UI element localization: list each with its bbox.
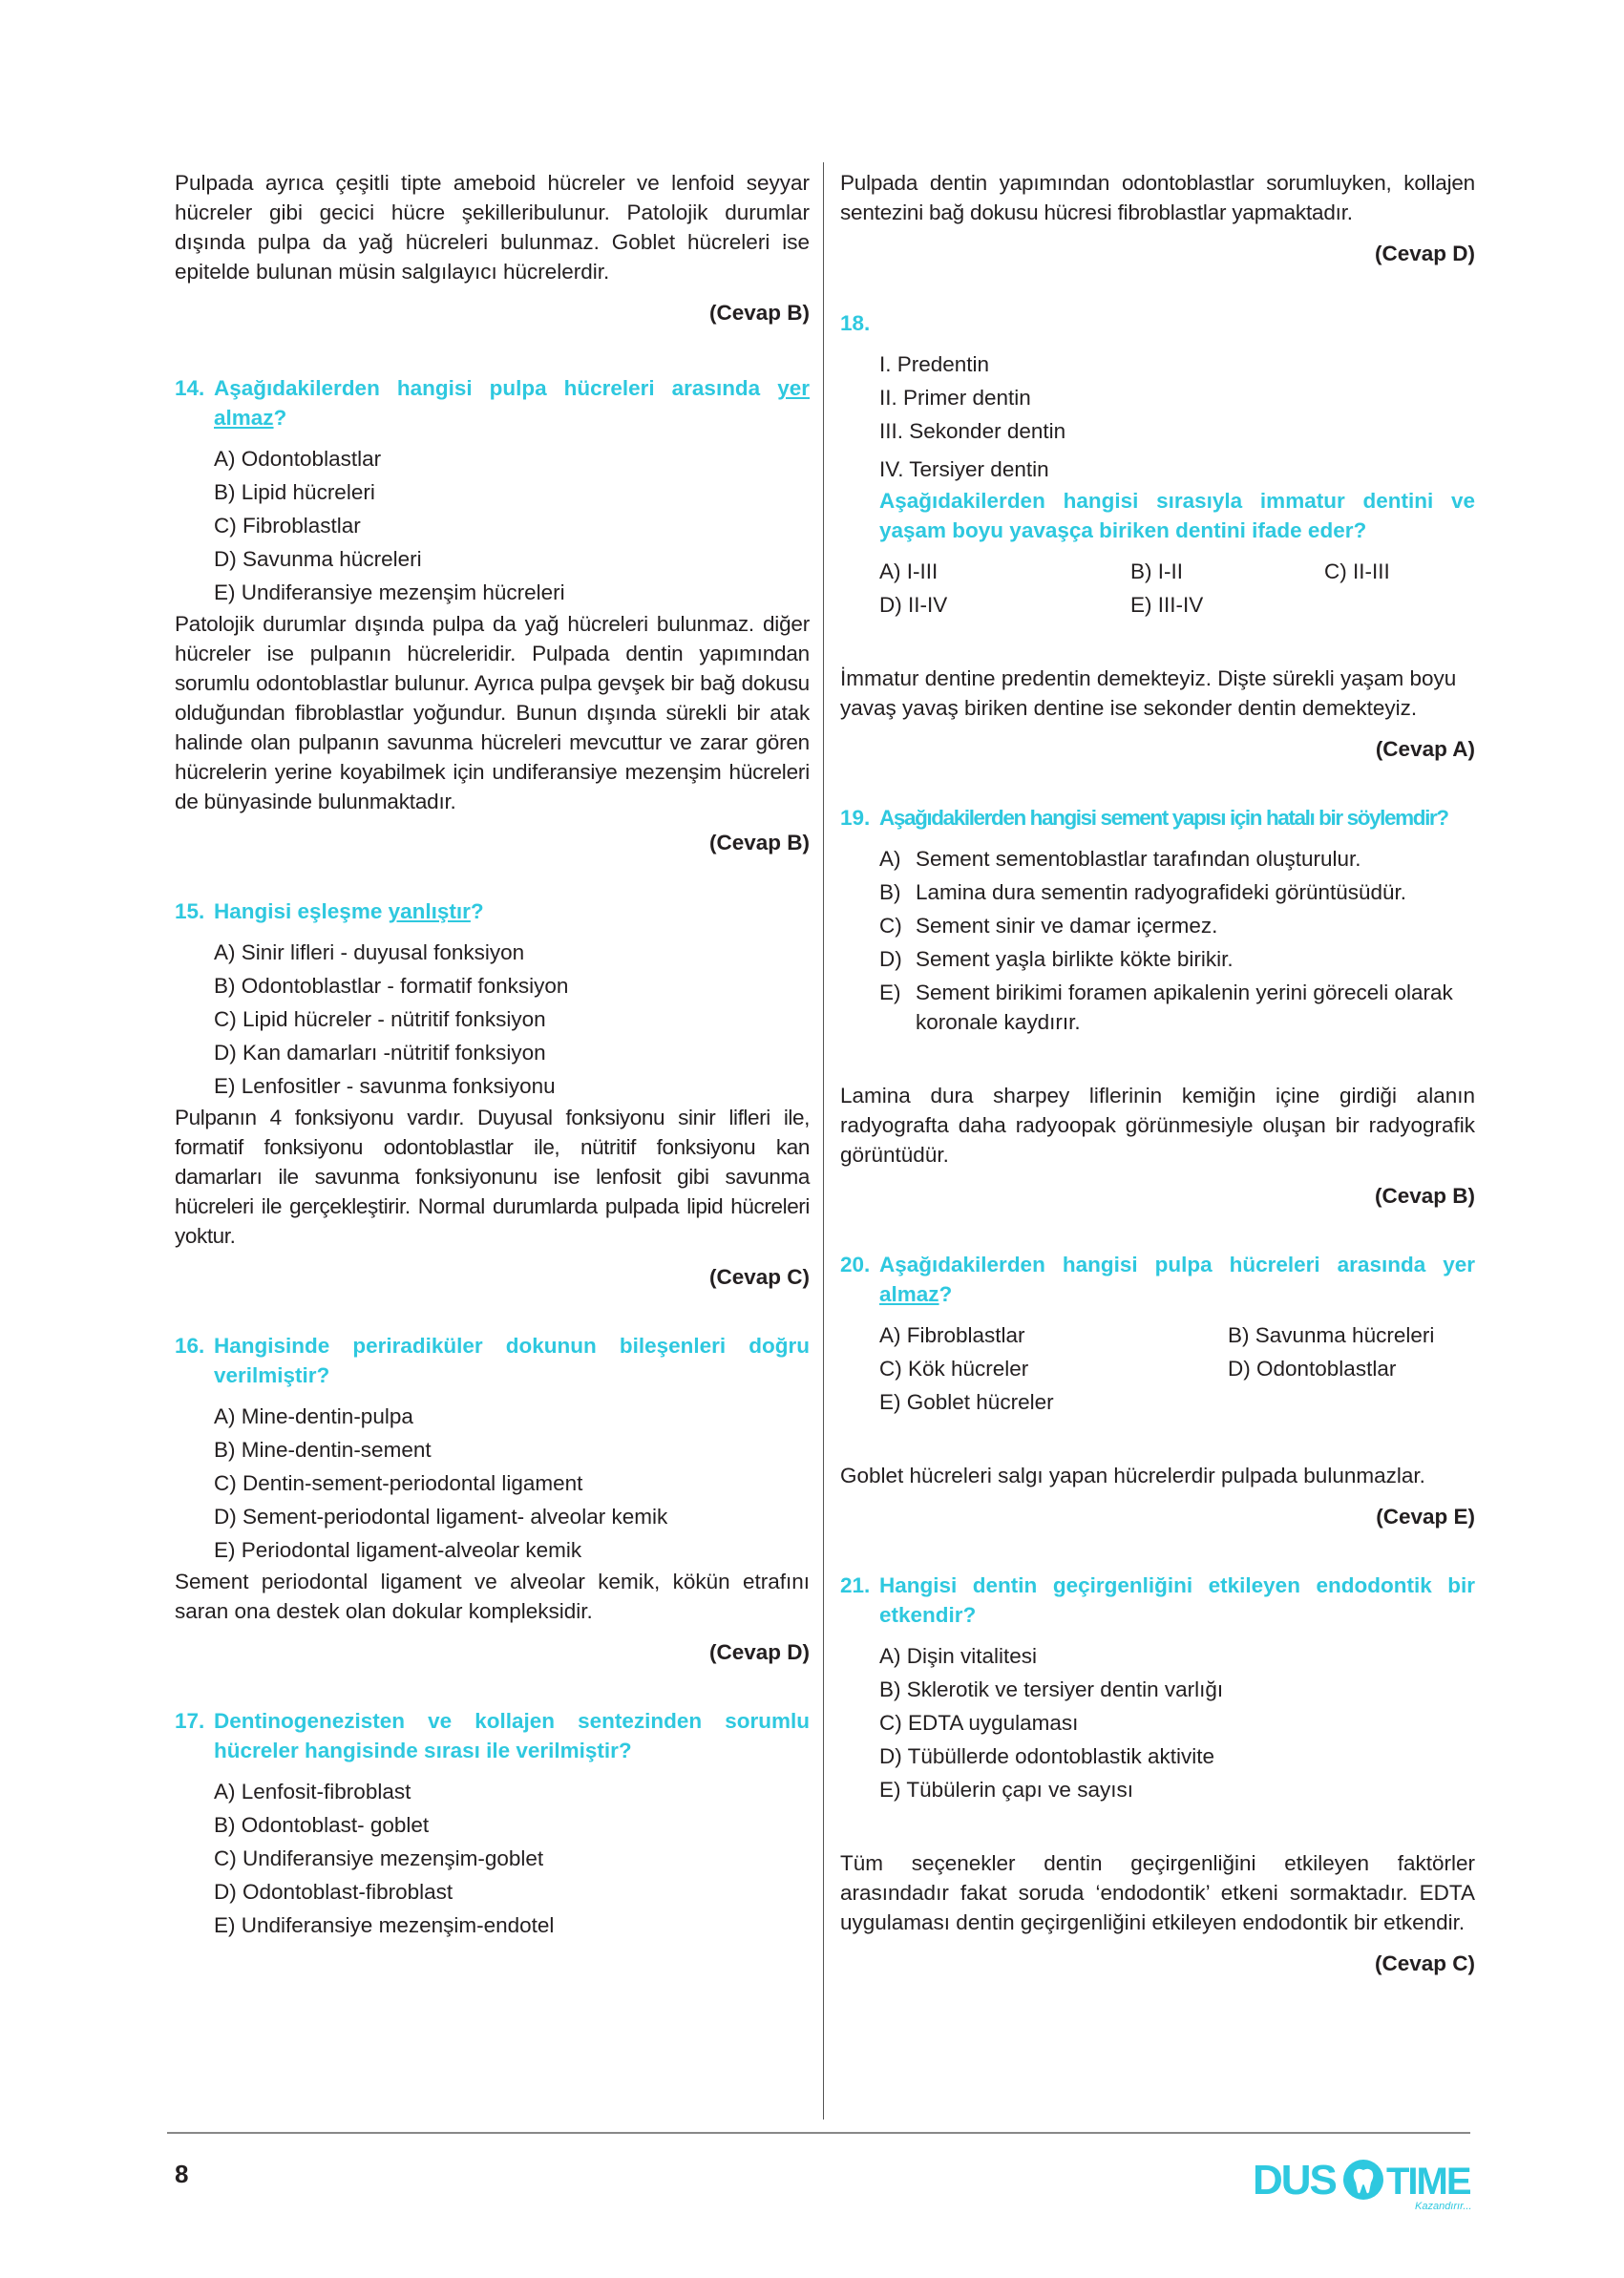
statement: II. Primer dentin [879,386,1031,410]
question-17 [175,1706,810,1765]
option: B) Odontoblastlar - formatif fonksiyon [214,974,569,998]
option: B) I-II [1130,559,1183,583]
option: E) Tübülerin çapı ve sayısı [879,1778,1133,1802]
question-16 [175,1331,810,1390]
statement: III. Sekonder dentin [879,419,1066,443]
option: D) Tübüllerde odontoblastik aktivite [879,1744,1215,1768]
explanation: Lamina dura sharpey liflerinin kemiğin içine girdiği alanın radyografta daha radyoopak görünmesiyle oluşan bir radyografik görüntüdür. [840,1084,1475,1167]
emphasis: almaz [879,1282,939,1306]
option: E) Lenfositler - savunma fonksiyonu [214,1074,556,1098]
answer-label: (Cevap C) [708,1265,810,1289]
option: A) Fibroblastlar [879,1323,1025,1347]
explanation: Patolojik durumlar dışında pulpa da yağ hücreleri bulunmaz. diğer hücreler ise pulpanın hücreleridir. Pulpada dentin yapımından sorumlu odontoblastlar bulunur. Ayrıca pulpa gevşek bir bağ dokusu olduğundan fibroblastlar yoğundur. Bunun dışında sürekli bir atak halinde olan pulpanın savunma hücreleri mevcuttur ve zarar gören hücrelerin yerine koyabilmek için undiferansiye mezenşim hücreleri de bünyasinde bulunmaktadır. [175,612,810,813]
logo-dus: DUS [1253,2157,1336,2204]
option: B) Odontoblast- goblet [214,1813,430,1837]
explanation: Tüm seçenekler dentin geçirgenliğini etkileyen faktörler arasındadır fakat soruda ‘endodontik’ etkeni sormaktadır. EDTA uygulaması dentin geçirgenliğini etkileyen endodontik bir etkendir. [840,1851,1475,1934]
answer-label: (Cevap C) [1374,1951,1475,1975]
option: E) Sement birikimi foramen apikalenin yerini göreceli olarak koronale kaydırır. [879,981,1453,1034]
question-text: Hangisinde periradiküler dokunun bileşenleri doğru verilmiştir? [214,1334,810,1387]
option: A) Lenfosit-fibroblast [214,1780,411,1803]
question-text: Aşağıdakilerden hangisi pulpa hücreleri arasında yer almaz? [214,376,810,430]
right-column [840,168,1475,1978]
option: A) Mine-dentin-pulpa [214,1404,413,1428]
options-list [214,1775,810,1942]
option: E) III-IV [1130,593,1204,617]
logo-time: TIME [1386,2161,1470,2203]
options-list [214,442,810,609]
options-grid [879,555,1475,622]
option: C) II-III [1324,559,1390,583]
question-text: Hangisi dentin geçirgenliğini etkileyen endodontik bir etkendir? [879,1573,1475,1627]
answer-label: (Cevap D) [708,1640,810,1664]
question-19 [840,803,1475,833]
question-18 [840,308,1475,338]
column-divider [823,162,824,2120]
question-15 [175,896,810,926]
option: E) Periodontal ligament-alveolar kemik [214,1538,582,1562]
option: D) Odontoblastlar [1228,1357,1397,1381]
explanation: İmmatur dentine predentin demekteyiz. Dişte sürekli yaşam boyu yavaş yavaş biriken dentine ise sekonder dentin demekteyiz. [840,666,1457,720]
options-list [879,1639,1475,1806]
question-number: 19. [840,806,871,830]
emphasis: yer almaz [214,376,810,430]
question-number: 18. [840,311,871,335]
option: B) Lamina dura sementin radyografideki görüntüsüdür. [879,880,1407,904]
option: C) EDTA uygulaması [879,1711,1079,1735]
answer-label: (Cevap B) [1374,1184,1475,1208]
explanation: Sement periodontal ligament ve alveolar kemik, kökün etrafını saran ona destek olan dokular kompleksidir. [175,1570,810,1623]
option: C) Undiferansiye mezenşim-goblet [214,1846,544,1870]
question-14 [175,373,810,432]
option: B) Savunma hücreleri [1228,1323,1435,1347]
option: D) Sement yaşla birlikte kökte birikir. [879,947,1234,971]
options-list [214,936,810,1103]
option: C) Fibroblastlar [214,514,361,538]
left-column [175,168,810,1942]
intro-text: Pulpada ayrıca çeşitli tipte ameboid hücreler ve lenfoid seyyar hücreler gibi gecici hücre şekilleribulunur. Patolojik durumlar dışında pulpa da yağ hücreleri bulunmaz. Goblet hücreleri ise epitelde bulunan müsin salgılayıcı hücrelerdir. [175,171,810,284]
question-number: 15. [175,899,205,923]
question-21 [840,1571,1475,1630]
option: E) Undiferansiye mezenşim hücreleri [214,580,565,604]
option: A) Sinir lifleri - duyusal fonksiyon [214,940,525,964]
option: E) Goblet hücreler [879,1390,1054,1414]
option: D) Sement-periodontal ligament- alveolar kemik [214,1505,668,1529]
explanation: Goblet hücreleri salgı yapan hücrelerdir pulpada bulunmazlar. [840,1464,1425,1487]
answer-label: (Cevap B) [708,301,810,325]
explanation: Pulpanın 4 fonksiyonu vardır. Duyusal fonksiyonu sinir lifleri ile, formatif fonksiyonu odontoblastlar ile, nütritif fonksiyonu kan damarları ile savunma fonksiyonunu ise lenfosit gibi savunma hücreleri ile gerçekleştirir. Normal durumlarda pulpada lipid hücreleri yoktur. [175,1106,810,1248]
option: D) II-IV [879,593,948,617]
dustime-logo [1251,2150,1480,2217]
option: D) Odontoblast-fibroblast [214,1880,453,1904]
question-number: 16. [175,1334,205,1358]
question-number: 20. [840,1253,871,1276]
option: B) Lipid hücreleri [214,480,375,504]
option: C) Lipid hücreler - nütritif fonksiyon [214,1007,546,1031]
statement: IV. Tersiyer dentin [879,457,1049,481]
answer-label: (Cevap D) [1374,242,1475,265]
option: A) Odontoblastlar [214,447,382,471]
intro-text: Pulpada dentin yapımından odontoblastlar sorumluyken, kollajen sentezini bağ dokusu hücresi fibroblastlar yapmaktadır. [840,171,1475,224]
answer-label: (Cevap E) [1376,1505,1475,1529]
footer-rule [167,2132,1470,2134]
option: D) Savunma hücreleri [214,547,422,571]
option: A) I-III [879,559,939,583]
question-20 [840,1250,1475,1309]
option: B) Mine-dentin-sement [214,1438,432,1462]
option: D) Kan damarları -nütritif fonksiyon [214,1041,546,1065]
option: C) Sement sinir ve damar içermez. [879,914,1218,938]
option: A) Sement sementoblastlar tarafından oluşturulur. [879,847,1361,871]
logo-tagline: Kazandırır... [1415,2201,1472,2212]
answer-label: (Cevap B) [708,831,810,854]
question-text: Dentinogenezisten ve kollajen sentezinden sorumlu hücreler hangisinde sırası ile verilmiştir? [214,1709,810,1762]
option: A) Dişin vitalitesi [879,1644,1038,1668]
options-list [879,842,1475,1037]
options-grid [879,1318,1475,1419]
question-number: 21. [840,1573,871,1597]
option: E) Undiferansiye mezenşim-endotel [214,1913,555,1937]
question-text: Hangisi eşleşme yanlıştır? [214,899,484,923]
question-text: Aşağıdakilerden hangisi pulpa hücreleri arasında yer almaz? [879,1253,1475,1306]
option: C) Kök hücreler [879,1357,1029,1381]
question-number: 17. [175,1709,205,1733]
question-number: 14. [175,376,205,400]
option: B) Sklerotik ve tersiyer dentin varlığı [879,1677,1224,1701]
question-text: Aşağıdakilerden hangisi sırasıyla immatur dentini ve yaşam boyu yavaşça biriken dentini ifade eder? [879,489,1475,542]
answer-label: (Cevap A) [1375,737,1475,761]
options-list [214,1400,810,1567]
option: C) Dentin-sement-periodontal ligament [214,1471,583,1495]
question-text: Aşağıdakilerden hangisi sement yapısı için hatalı bir söylemdir? [879,806,1448,830]
page-number: 8 [175,2160,189,2188]
emphasis: yanlıştır [388,899,471,923]
statement: I. Predentin [879,352,990,376]
statement-list [879,348,1475,486]
